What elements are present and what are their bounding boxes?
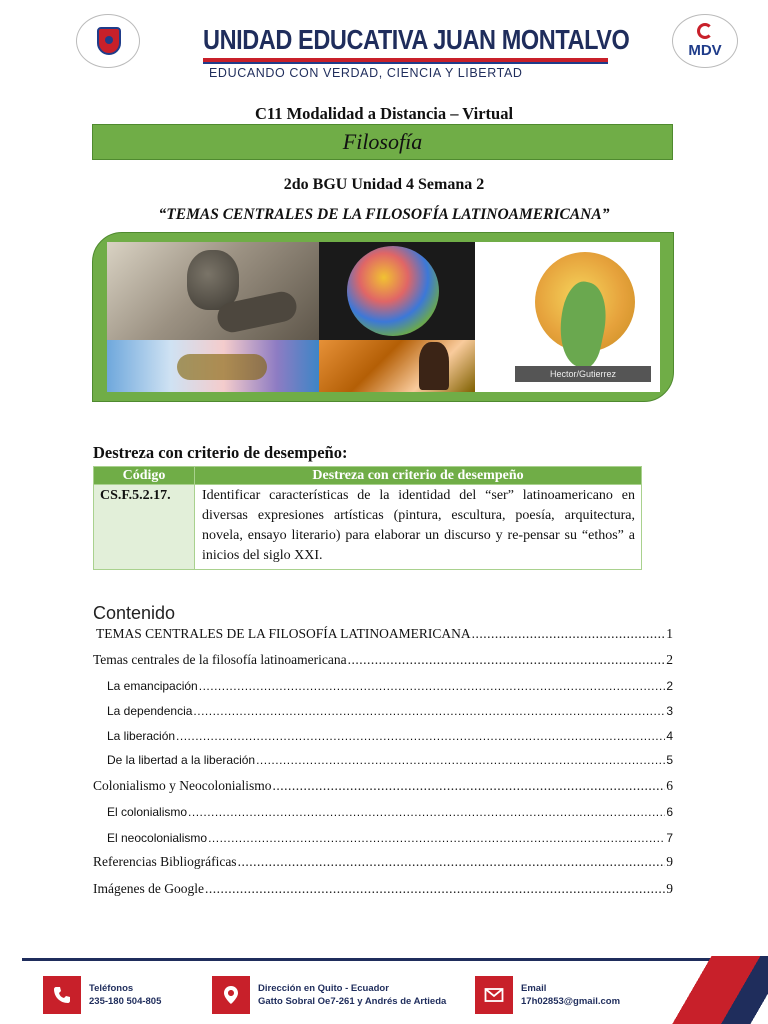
email-value[interactable]: 17h02853@gmail.com <box>521 996 621 1007</box>
toc-entry[interactable]: La liberación ..... 4 <box>93 729 673 743</box>
toc-entry[interactable]: Temas centrales de la filosofía latinoamericana ..... 2 <box>93 652 673 668</box>
table-row <box>94 485 642 570</box>
subject-banner <box>92 124 673 160</box>
toc-entry[interactable]: De la libertad a la liberación ..... 5 <box>93 753 673 767</box>
email-label: Email <box>521 983 547 994</box>
address-value: Gatto Sobral Oe7-261 y Andrés de Artieda <box>258 996 447 1007</box>
footer-divider <box>22 958 744 961</box>
toc-entry[interactable]: Referencias Bibliográficas ..... 9 <box>93 854 673 870</box>
email-icon <box>475 976 513 1014</box>
location-pin-icon <box>212 976 250 1014</box>
handshake-image <box>107 340 319 392</box>
toc-entry[interactable]: La emancipación ..... 2 <box>93 679 673 693</box>
footer-email <box>521 982 620 1008</box>
skills-title: Destreza con criterio de desempeño: <box>93 443 348 462</box>
collage-caption: Hector/Gutierrez <box>515 366 651 382</box>
school-crest-logo <box>76 14 140 68</box>
school-motto: EDUCANDO CON VERDAD, CIENCIA Y LIBERTAD <box>209 66 523 80</box>
toc-title: Contenido <box>93 603 176 623</box>
unit-line: 2do BGU Unidad 4 Semana 2 <box>283 176 485 193</box>
globe-painting-image <box>319 242 475 340</box>
toc-entry[interactable]: El colonialismo ..... 6 <box>93 805 673 819</box>
latin-america-sun-image <box>475 242 660 392</box>
toc-entry[interactable]: TEMAS CENTRALES DE LA FILOSOFÍA LATINOAMERICANA ..... 1 <box>93 626 673 642</box>
subject-title: Filosofía <box>342 129 423 154</box>
modality-title: C11 Modalidad a Distancia – Virtual <box>254 104 514 123</box>
skill-code: CS.F.5.2.17. <box>94 485 195 570</box>
phone-label: Teléfonos <box>89 983 134 994</box>
page-header <box>0 0 768 92</box>
header-skill: Destreza con criterio de desempeño <box>195 467 642 485</box>
header-code: Código <box>94 467 195 485</box>
skills-table <box>93 466 642 570</box>
skill-description: Identificar características de la identidad del “ser” latinoamericano en diversas expresiones artísticas (pintura, escultura, poesía, arquitectura, novela, ensayo literario) para elaborar un discurso y re-pensar su “ethos” a inicios del siglo XXI. <box>195 485 642 570</box>
indigenous-art-image <box>319 340 475 392</box>
toc-entry[interactable]: Colonialismo y Neocolonialismo ..... 6 <box>93 778 673 794</box>
phone-value: 235-180 504-805 <box>89 996 162 1007</box>
toc-entry[interactable]: El neocolonialismo ..... 7 <box>93 831 673 845</box>
school-name: UNIDAD EDUCATIVA JUAN MONTALVO <box>203 24 630 55</box>
phone-icon <box>43 976 81 1014</box>
footer-address <box>258 982 446 1008</box>
footer-phone <box>89 982 161 1008</box>
cover-collage-image <box>107 242 660 392</box>
table-header-row <box>94 467 642 485</box>
mdv-logo <box>672 14 738 68</box>
thinker-statue-image <box>107 242 319 340</box>
address-label: Dirección en Quito - Ecuador <box>258 983 389 994</box>
theme-title: “TEMAS CENTRALES DE LA FILOSOFÍA LATINOAMERICANA” <box>158 206 610 223</box>
toc-entry[interactable]: Imágenes de Google ..... 9 <box>93 881 673 897</box>
toc-entry[interactable]: La dependencia ..... 3 <box>93 704 673 718</box>
mdv-logo-text: MDV <box>688 42 722 59</box>
